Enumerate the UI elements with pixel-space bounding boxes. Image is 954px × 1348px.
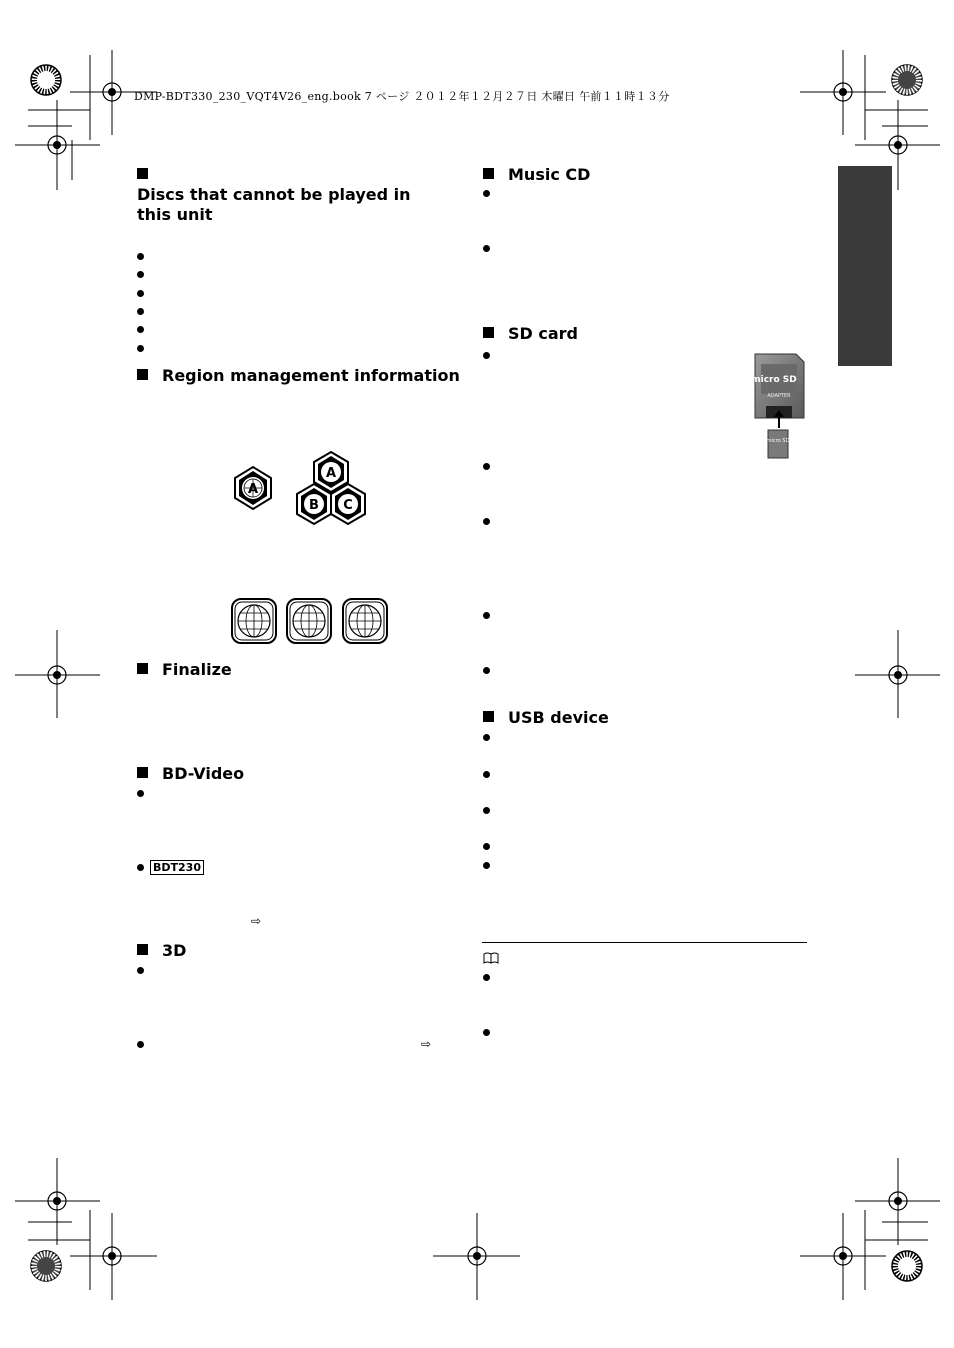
bullet [483, 862, 490, 869]
bullet [137, 308, 144, 315]
heading-square-icon [137, 944, 148, 955]
finalize-heading: Finalize [137, 660, 232, 680]
heading-square-icon [137, 663, 148, 674]
bullet [483, 974, 490, 981]
bullet [483, 463, 490, 470]
side-tab [838, 166, 892, 366]
heading-square-icon [137, 767, 148, 778]
bullet [483, 843, 490, 850]
usb-heading: USB device [483, 708, 609, 728]
bullet [137, 967, 144, 974]
bullet [483, 352, 490, 359]
bullet [137, 326, 144, 333]
reference-arrow-icon: ⇨ [421, 1037, 432, 1051]
heading-square-icon [137, 369, 148, 380]
bullet [483, 807, 490, 814]
region-heading: Region management information [137, 366, 460, 386]
bullet [137, 790, 144, 797]
bullet [137, 1041, 144, 1048]
bullet [137, 290, 144, 297]
small-card-logo: micro SD [766, 438, 790, 444]
bd-region-abc-logo [297, 452, 365, 524]
heading-square-icon [137, 168, 148, 179]
section-divider [482, 942, 807, 943]
heading-square-icon [483, 711, 494, 722]
bd-region-a-logo [235, 467, 271, 509]
bullet [137, 271, 144, 278]
model-tag: BDT230 [150, 860, 204, 875]
print-file-header: DMP-BDT330_230_VQT4V26_eng.book 7 ページ ２０１２年１２月２７日 木曜日 午前１１時１３分 [134, 90, 670, 103]
sd-card-heading: SD card [483, 324, 578, 344]
card-logo: micro SD [751, 375, 797, 385]
bullet [483, 667, 490, 674]
bd-region-logos [232, 452, 372, 524]
discs-heading: Discs that cannot be played in this unit [137, 165, 437, 225]
bd-video-heading: BD-Video [137, 764, 244, 784]
bullet [483, 518, 490, 525]
bullet [137, 345, 144, 352]
dvd-region-logos [231, 598, 391, 644]
bullet [483, 1029, 490, 1036]
dvd-region-logo [343, 599, 387, 643]
music-cd-heading: Music CD [483, 165, 590, 185]
bullet [137, 253, 144, 260]
bullet [483, 245, 490, 252]
dvd-region-logo [287, 599, 331, 643]
svg-text:A: A [325, 466, 337, 481]
heading-square-icon [483, 327, 494, 338]
heading-square-icon [483, 168, 494, 179]
adapter-label: ADAPTER [767, 393, 791, 399]
book-icon [483, 952, 499, 964]
svg-text:C: C [343, 498, 353, 513]
bullet [483, 190, 490, 197]
reference-arrow-icon: ⇨ [251, 914, 262, 928]
bullet [483, 771, 490, 778]
svg-text:B: B [309, 498, 319, 513]
svg-text:A: A [247, 482, 259, 497]
bullet [483, 612, 490, 619]
dvd-region-logo [232, 599, 276, 643]
microsd-adapter-image [752, 352, 806, 460]
three-d-heading: 3D [137, 941, 186, 961]
bullet [137, 864, 144, 871]
bullet [483, 734, 490, 741]
